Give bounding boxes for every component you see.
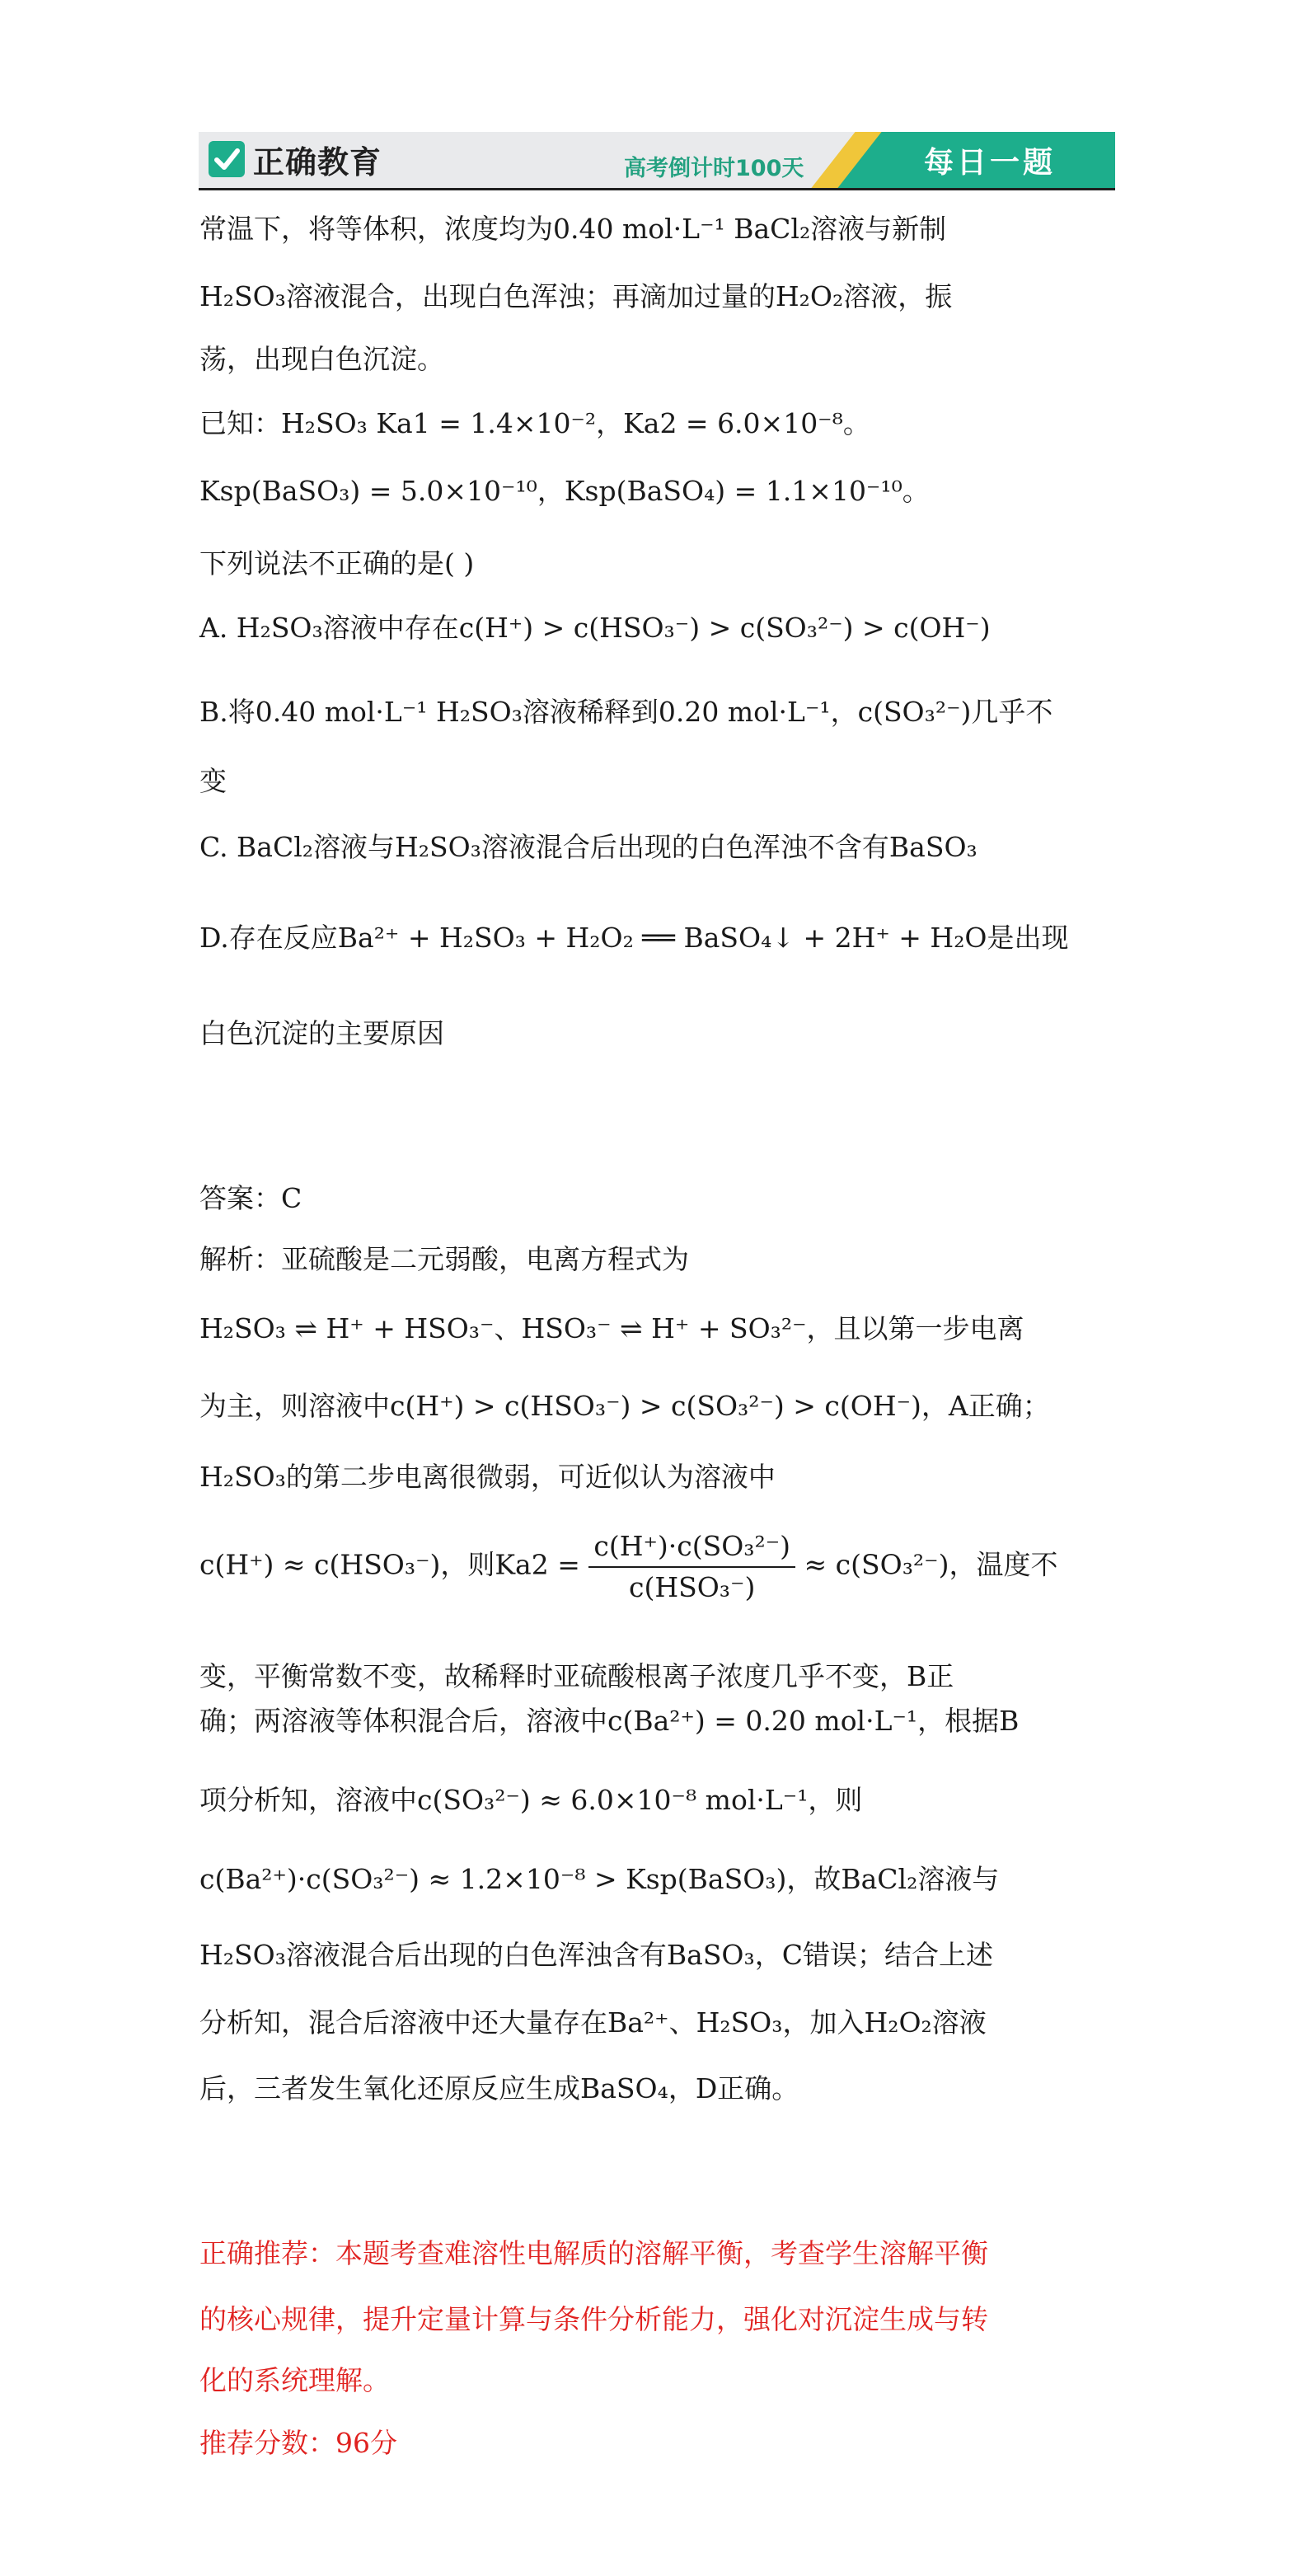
ka2-expression-right: ≈ c(SO₃²⁻)，温度不 xyxy=(804,1548,1058,1581)
recommend-score: 推荐分数：96分 xyxy=(199,2427,397,2459)
analysis-line-5 xyxy=(199,1530,1057,1603)
analysis-line-9: c(Ba²⁺)·c(SO₃²⁻) ≈ 1.2×10⁻⁸ > Ksp(BaSO₃)，故BaCl₂溶液与 xyxy=(199,1863,1000,1895)
analysis-line-6: 变，平衡常数不变，故稀释时亚硫酸根离子浓度几乎不变，B正 xyxy=(199,1660,954,1692)
daily-question-tag: 每日一题 xyxy=(924,146,1057,180)
option-b-line-1: B.将0.40 mol·L⁻¹ H₂SO₃溶液稀释到0.20 mol·L⁻¹，c(SO₃²⁻)几乎不 xyxy=(199,696,1053,728)
analysis-line-12: 后，三者发生氧化还原反应生成BaSO₄，D正确。 xyxy=(199,2072,799,2104)
header-banner xyxy=(199,132,1115,190)
question-stem-line-2: H₂SO₃溶液混合，出现白色浑浊；再滴加过量的H₂O₂溶液，振 xyxy=(199,280,953,312)
answer-label: 答案：C xyxy=(199,1182,302,1214)
analysis-line-7: 确；两溶液等体积混合后，溶液中c(Ba²⁺) = 0.20 mol·L⁻¹，根据B xyxy=(199,1705,1020,1737)
ka2-fraction xyxy=(588,1530,795,1603)
recommend-line-1: 正确推荐：本题考查难溶性电解质的溶解平衡，考查学生溶解平衡 xyxy=(199,2237,988,2269)
option-d-line-2: 白色沉淀的主要原因 xyxy=(199,1017,444,1049)
ka2-expression-left: c(H⁺) ≈ c(HSO₃⁻)，则Ka2 = xyxy=(199,1548,580,1581)
option-b-line-2: 变 xyxy=(199,765,227,797)
analysis-line-10: H₂SO₃溶液混合后出现的白色浑浊含有BaSO₃，C错误；结合上述 xyxy=(199,1939,993,1971)
analysis-line-4: H₂SO₃的第二步电离很微弱，可近似认为溶液中 xyxy=(199,1461,776,1493)
checkmark-icon xyxy=(209,141,245,177)
analysis-line-1: 解析：亚硫酸是二元弱酸，电离方程式为 xyxy=(199,1243,689,1275)
ksp-constants-line: Ksp(BaSO₃) = 5.0×10⁻¹⁰，Ksp(BaSO₄) = 1.1×10⁻¹⁰。 xyxy=(199,475,930,507)
option-d-line-1: D.存在反应Ba²⁺ + H₂SO₃ + H₂O₂ ══ BaSO₄↓ + 2H⁺ + H₂O是出现 xyxy=(199,922,1069,954)
ka2-numerator: c(H⁺)·c(SO₃²⁻) xyxy=(588,1530,795,1568)
question-stem-line-1: 常温下，将等体积，浓度均为0.40 mol·L⁻¹ BaCl₂溶液与新制 xyxy=(199,213,947,245)
countdown-text: 高考倒计时100天 xyxy=(624,156,804,181)
analysis-line-11: 分析知，混合后溶液中还大量存在Ba²⁺、H₂SO₃，加入H₂O₂溶液 xyxy=(199,2006,987,2039)
known-constants-line: 已知：H₂SO₃ Ka1 = 1.4×10⁻²，Ka2 = 6.0×10⁻⁸。 xyxy=(199,407,870,439)
question-prompt: 下列说法不正确的是( ) xyxy=(199,547,475,579)
analysis-line-3: 为主，则溶液中c(H⁺) > c(HSO₃⁻) > c(SO₃²⁻) > c(OH⁻)，A正确； xyxy=(199,1390,1050,1422)
option-a: A. H₂SO₃溶液中存在c(H⁺) > c(HSO₃⁻) > c(SO₃²⁻) > c(OH⁻) xyxy=(199,612,991,644)
analysis-line-2: H₂SO₃ ⇌ H⁺ + HSO₃⁻、HSO₃⁻ ⇌ H⁺ + SO₃²⁻，且以第一步电离 xyxy=(199,1312,1024,1344)
recommend-line-3: 化的系统理解。 xyxy=(199,2364,390,2396)
brand-name: 正确教育 xyxy=(253,144,382,181)
analysis-line-8: 项分析知，溶液中c(SO₃²⁻) ≈ 6.0×10⁻⁸ mol·L⁻¹，则 xyxy=(199,1784,863,1816)
recommend-line-2: 的核心规律，提升定量计算与条件分析能力，强化对沉淀生成与转 xyxy=(199,2303,988,2335)
question-stem-line-3: 荡，出现白色沉淀。 xyxy=(199,343,444,375)
ka2-denominator: c(HSO₃⁻) xyxy=(629,1570,756,1603)
option-c: C. BaCl₂溶液与H₂SO₃溶液混合后出现的白色浑浊不含有BaSO₃ xyxy=(199,831,977,863)
